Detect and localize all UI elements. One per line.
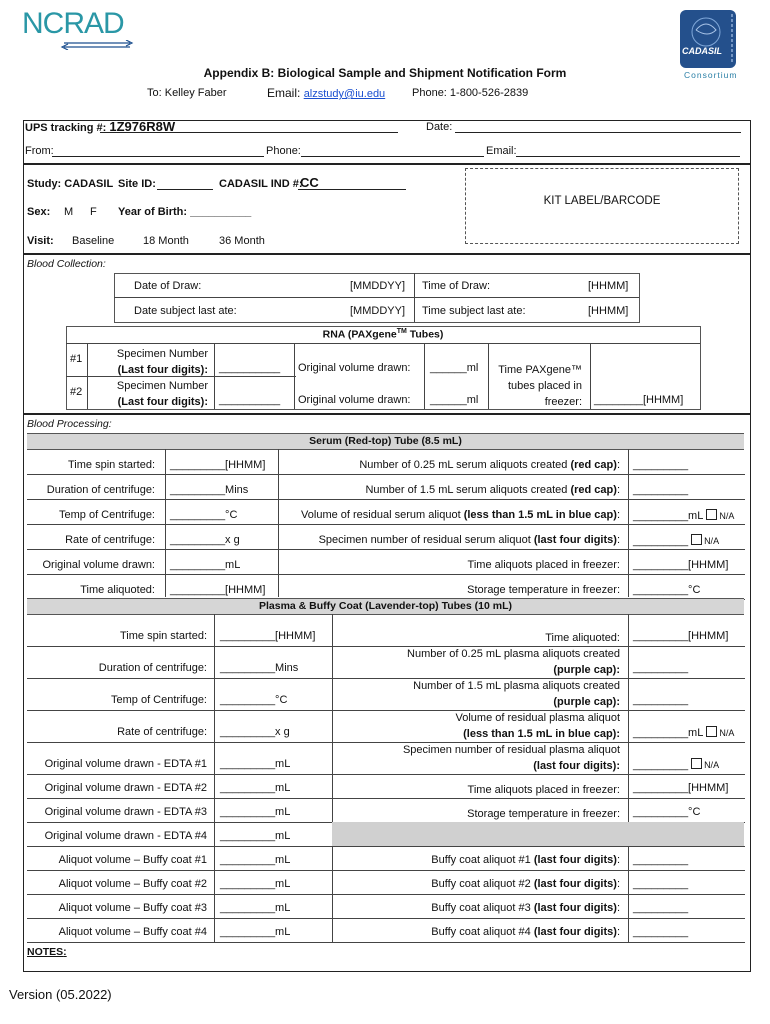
label-colon: : [616,878,620,890]
pax-freezer-label [490,362,582,410]
label-colon: : [616,854,620,866]
plasma-left-field[interactable]: _________mL [220,806,291,818]
email2-label: Email: [486,145,517,157]
divider [27,894,745,895]
rna-specimen-2-label [88,378,208,410]
label-text: Storage temperature in freezer: [467,808,620,820]
label-line2 [336,782,620,798]
divider [27,474,745,475]
buffy-right-field[interactable]: _________ [633,878,689,890]
plasma-left-label: Original volume drawn - EDTA #4 [44,830,207,842]
label-text: Number of 1.5 mL serum aliquots created [365,484,571,496]
label-line1: Volume of residual plasma aliquot [455,712,620,724]
cadasil-emblem-icon [678,8,740,70]
sex-option-f[interactable]: F [90,206,97,218]
date-last-ate-field[interactable]: [MMDDYY] [350,305,405,317]
buffy-right-label [336,854,620,866]
plasma-left-field[interactable]: _________mL [220,878,291,890]
serum-left-label: Temp of Centrifuge: [59,509,155,521]
plasma-right-label [336,806,620,822]
date-field[interactable] [455,132,741,133]
serum-left-field[interactable]: _________[HHMM] [170,459,266,471]
ncrad-logo [22,8,142,50]
visit-label: Visit: [27,235,54,247]
rna-row-2-number: #2 [70,386,83,398]
divider [114,297,639,298]
label-bold: (purple cap): [553,664,620,676]
serum-right-label [270,484,620,496]
na-text: N/A [719,511,735,521]
plasma-right-label [336,742,620,774]
rna-specimen-1-label [88,346,208,378]
divider [27,499,745,500]
label-colon: : [616,459,620,471]
email-header [267,86,385,100]
field-value: _________ [633,694,689,706]
year-of-birth-field[interactable]: Year of Birth: __________ [118,206,252,218]
divider [27,918,745,919]
label-line1: Number of 0.25 mL plasma aliquots created [407,648,620,660]
divider [214,614,215,942]
field-value: _________ [633,535,689,547]
email-label: Email: [267,86,301,100]
serum-section-header: Serum (Red-top) Tube (8.5 mL) [27,433,744,450]
buffy-right-field[interactable]: _________ [633,926,689,938]
plasma-right-label [336,678,620,710]
divider [628,614,629,822]
plasma-left-field[interactable]: _________mL [220,926,291,938]
label-text: Volume of residual serum aliquot [301,509,464,521]
serum-right-field[interactable] [633,509,734,522]
plasma-right-field[interactable] [633,630,728,642]
field-value: _________mL [633,727,704,739]
label-line2 [336,758,620,774]
time-of-draw-field[interactable]: [HHMM] [588,280,629,292]
divider [27,524,745,525]
label-line2 [336,630,620,646]
version-label: Version (05.2022) [9,987,112,1002]
site-id-label: Site ID: [118,178,156,190]
pax-time-line3: freezer: [544,396,582,408]
na-text: N/A [704,760,720,770]
divider [27,942,745,943]
notes-label: NOTES: [27,946,67,958]
email2-field[interactable] [516,156,740,157]
divider [27,574,745,575]
time-last-ate-label: Time subject last ate: [422,305,526,317]
rna-specimen-2-field[interactable]: __________ [219,394,281,406]
plasma-right-field[interactable] [633,782,728,794]
divider [24,253,750,255]
serum-right-label [270,584,620,596]
field-value: _________°C [633,584,701,596]
plasma-right-field[interactable] [633,758,719,771]
field-value: _________[HHMM] [633,630,729,642]
label-text: Buffy coat aliquot #2 [431,878,534,890]
na-text: N/A [704,536,720,546]
label-colon: : [616,484,620,496]
from-field[interactable] [52,156,264,157]
divider [590,343,591,409]
pax-time-line1: Time PAXgene™ [498,364,582,376]
plasma-right-field[interactable] [633,806,700,818]
plasma-right-label [336,782,620,798]
phone-label: Phone: [266,145,301,157]
label-text: Buffy coat aliquot #1 [431,854,534,866]
label-text: Number of 0.25 mL serum aliquots created [359,459,571,471]
na-text: N/A [719,728,735,738]
serum-left-label: Time aliquoted: [80,584,155,596]
label-text: Time aliquoted: [545,632,620,644]
ncrad-logo-text: NCRAD [22,7,124,40]
field-value: _________[HHMM] [633,782,729,794]
divider [414,273,415,322]
buffy-right-field[interactable]: _________ [633,854,689,866]
rna-title-text: RNA (PAXgene [322,328,397,341]
plasma-right-label [336,710,620,742]
field-value: _________mL [633,510,704,522]
buffy-right-label [336,878,620,890]
divider [332,614,333,942]
cadasil-ind-value: CC [300,175,319,190]
label-line2 [336,726,620,742]
label-colon: : [616,926,620,938]
pax-freezer-field[interactable]: ________[HHMM] [594,394,684,406]
blood-processing-heading: Blood Processing: [27,418,112,430]
plasma-left-label: Aliquot volume – Buffy coat #1 [58,854,207,866]
plasma-left-field[interactable]: _________mL [220,830,291,842]
label-text: Buffy coat aliquot #3 [431,902,534,914]
label-bold: (last four digits) [533,534,617,546]
ups-value: 1Z976R8W [109,119,176,134]
plasma-left-label: Original volume drawn - EDTA #3 [44,806,207,818]
last-four-text: (Last four digits): [117,364,208,376]
plasma-section-header: Plasma & Buffy Coat (Lavender-top) Tubes (10 mL) [27,598,744,615]
serum-left-field[interactable]: _________mL [170,559,241,571]
field-value: _________ [633,759,689,771]
time-last-ate-field[interactable]: [HHMM] [588,305,629,317]
plasma-left-field[interactable]: _________mL [220,902,291,914]
plasma-left-field[interactable]: _________x g [220,726,290,738]
label-line2 [336,694,620,710]
visit-option-baseline[interactable]: Baseline [72,235,115,247]
site-id-field[interactable] [157,189,213,190]
field-value: _________[HHMM] [633,559,729,571]
blood-collection-heading: Blood Collection: [27,258,106,270]
label-bold: (red cap) [570,484,617,496]
divider [27,846,745,847]
plasma-left-label: Time spin started: [119,630,207,642]
kit-label-text: KIT LABEL/BARCODE [543,195,661,207]
label-bold: (red cap) [570,459,617,471]
plasma-left-field[interactable]: _________mL [220,782,291,794]
rna-orig-vol-2-field[interactable]: ______ml [430,394,479,406]
serum-left-field[interactable]: _________x g [170,534,240,546]
date-label: Date: [426,121,453,133]
field-value: _________ [633,484,689,496]
rna-tm: TM [396,328,407,335]
label-line1: Specimen number of residual plasma aliquot [402,744,620,756]
divider [24,163,750,165]
na-checkbox[interactable] [691,534,702,545]
divider [27,798,745,799]
label-colon: : [616,534,620,546]
plasma-left-label: Original volume drawn - EDTA #1 [44,758,207,770]
plasma-right-field[interactable] [633,694,688,706]
label-bold: (last four digits) [533,854,617,866]
divider [27,870,745,871]
label-line2 [336,806,620,822]
divider [165,449,166,597]
cadasil-logo-text: CADASIL [682,46,722,56]
label-bold: (last four digits): [533,760,620,772]
serum-right-field[interactable] [633,584,700,596]
to-recipient: To: Kelley Faber [147,87,227,99]
time-of-draw-label: Time of Draw: [422,280,491,292]
label-bold: (less than 1.5 mL in blue cap) [463,509,617,521]
field-value: _________ [633,459,689,471]
divider [278,449,279,597]
label-bold: (last four digits) [533,926,617,938]
divider [27,549,745,550]
rna-row-1-number: #1 [70,353,83,365]
rna-orig-vol-1-field[interactable]: ______ml [430,362,479,374]
page-title: Appendix B: Biological Sample and Shipment Notification Form [203,66,567,80]
ups-label: UPS tracking #: [25,122,107,134]
visit-option-18-month[interactable]: 18 Month [143,235,189,247]
buffy-right-label [336,902,620,914]
date-of-draw-label: Date of Draw: [134,280,202,292]
label-colon: : [616,509,620,521]
divider [24,413,750,415]
serum-right-field[interactable] [633,459,688,471]
cadasil-ind-label: CADASIL IND #: [219,178,303,190]
serum-right-field[interactable] [633,484,688,496]
rna-orig-vol-1-label: Original volume drawn: [298,362,411,374]
label-line2 [336,662,620,678]
visit-option-36-month[interactable]: 36 Month [219,235,265,247]
serum-right-field[interactable] [633,534,719,547]
plasma-left-label: Duration of centrifuge: [98,662,207,674]
serum-right-label [270,534,620,546]
field-value: _________ [633,662,689,674]
label-colon: : [616,902,620,914]
serum-left-field[interactable]: _________°C [170,509,238,521]
buffy-right-label [336,926,620,938]
cadasil-ind-field[interactable] [298,189,406,190]
divider [628,449,629,597]
divider [66,343,700,344]
consortium-text: Consortium [684,70,738,80]
label-bold: (purple cap): [553,696,620,708]
label-line1: Number of 1.5 mL plasma aliquots created [413,680,620,692]
last-four-text: (Last four digits): [117,396,208,408]
phone-field[interactable] [301,156,484,157]
plasma-left-label: Rate of centrifuge: [117,726,207,738]
phone-header: Phone: 1-800-526-2839 [412,87,529,99]
rna-tubes-text: Tubes) [406,328,444,341]
label-text: Buffy coat aliquot #4 [431,926,534,938]
plasma-right-field[interactable] [633,662,688,674]
sex-option-m[interactable]: M [64,206,74,218]
plasma-right-label [336,646,620,678]
rna-orig-vol-2-label: Original volume drawn: [298,394,411,406]
divider [214,343,215,409]
double-arrow-icon [60,40,134,50]
na-checkbox[interactable] [706,726,717,737]
serum-left-label: Time spin started: [67,459,155,471]
divider [294,343,295,409]
sex-label: Sex: [27,206,51,218]
label-bold: (last four digits) [533,902,617,914]
plasma-left-field[interactable]: _________mL [220,758,291,770]
divider [628,846,629,942]
notes-text: NOTES [27,946,64,958]
email-link[interactable]: alzstudy@iu.edu [303,88,386,100]
study-label: Study: CADASIL [27,178,114,190]
label-text: Specimen number of residual serum aliquot [318,534,534,546]
serum-left-label: Duration of centrifuge: [46,484,155,496]
spec-num-text: Specimen Number [116,348,208,360]
label-text: Time aliquots placed in freezer: [467,784,620,796]
plasma-left-label: Aliquot volume – Buffy coat #3 [58,902,207,914]
divider [424,343,425,409]
date-last-ate-label: Date subject last ate: [134,305,237,317]
serum-left-label: Original volume drawn: [42,559,155,571]
plasma-right-field[interactable] [633,726,734,739]
plasma-left-field[interactable]: _________[HHMM] [220,630,316,642]
plasma-left-label: Aliquot volume – Buffy coat #4 [58,926,207,938]
field-value: _________°C [633,806,701,818]
serum-left-field[interactable]: _________Mins [170,484,249,496]
serum-right-label [270,509,620,521]
serum-left-label: Rate of centrifuge: [65,534,155,546]
label-text: Time aliquots placed in freezer: [467,559,620,571]
plasma-left-label: Temp of Centrifuge: [111,694,207,706]
serum-left-field[interactable]: _________[HHMM] [170,584,266,596]
serum-right-field[interactable] [633,559,728,571]
plasma-right-label [336,630,620,646]
na-checkbox[interactable] [706,509,717,520]
label-text: Storage temperature in freezer: [467,584,620,596]
na-checkbox[interactable] [691,758,702,769]
date-of-draw-field[interactable]: [MMDDYY] [350,280,405,292]
divider [27,774,745,775]
grey-filler [332,822,744,846]
from-label: From: [25,145,54,157]
serum-right-label [270,459,620,471]
plasma-left-label: Aliquot volume – Buffy coat #2 [58,878,207,890]
spec-num-text: Specimen Number [116,380,208,392]
plasma-left-field[interactable]: _________Mins [220,662,299,674]
plasma-left-field[interactable]: _________°C [220,694,288,706]
plasma-left-field[interactable]: _________mL [220,854,291,866]
label-bold: (last four digits) [533,878,617,890]
ups-underline [100,132,398,133]
buffy-right-field[interactable]: _________ [633,902,689,914]
label-bold: (less than 1.5 mL in blue cap): [463,728,620,740]
divider [488,343,489,409]
rna-table-title [66,328,700,341]
plasma-left-label: Original volume drawn - EDTA #2 [44,782,207,794]
rna-specimen-1-field[interactable]: __________ [219,362,281,374]
serum-right-label [270,559,620,571]
pax-time-line2: tubes placed in [508,380,582,392]
